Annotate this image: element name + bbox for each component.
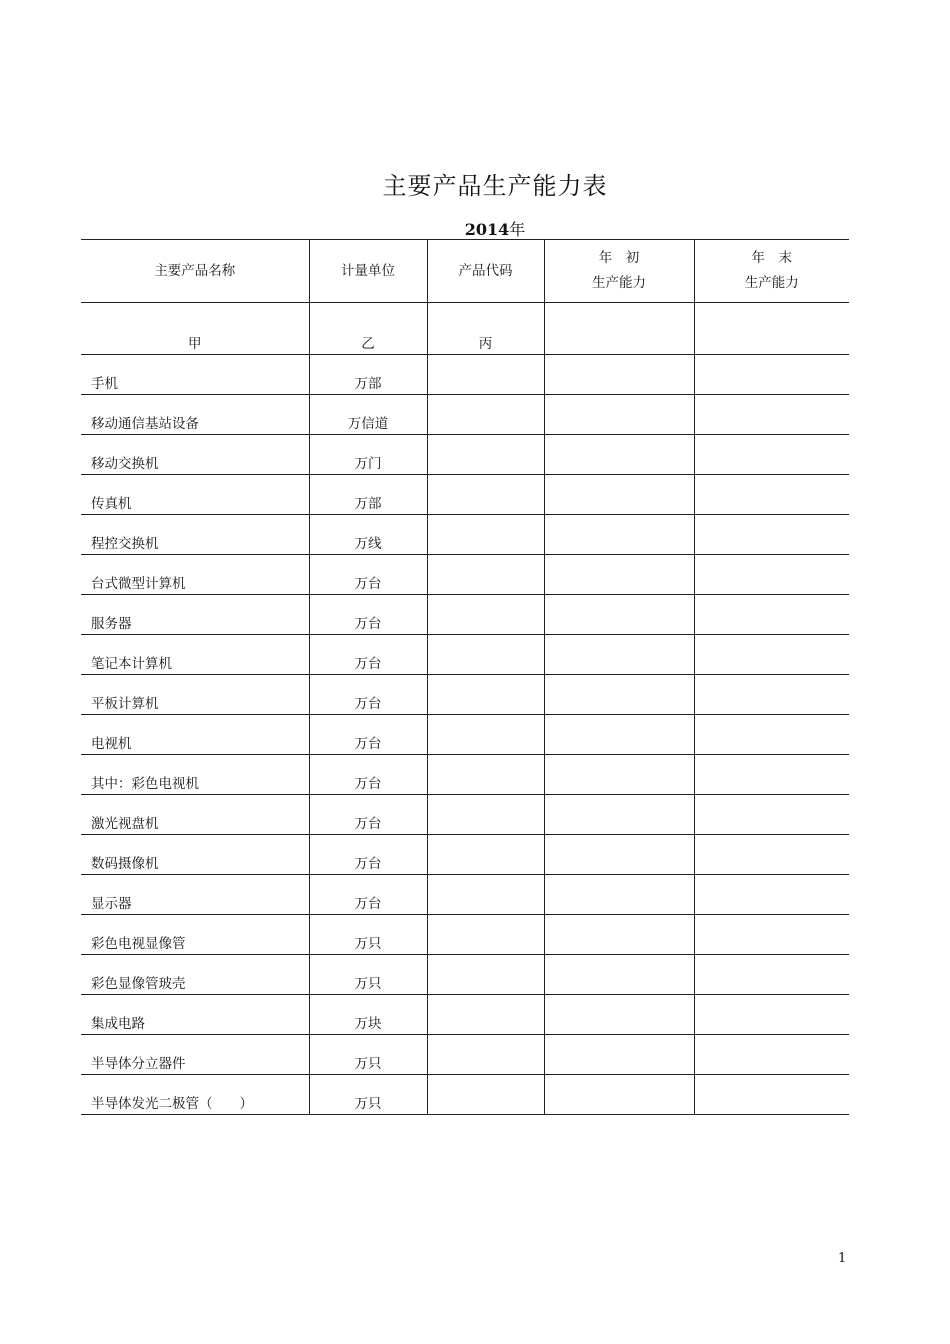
unit-cell: 万部 xyxy=(309,475,427,515)
end-capacity-cell xyxy=(694,755,849,795)
product-code-cell xyxy=(427,995,544,1035)
end-capacity-cell xyxy=(694,955,849,995)
end-capacity-cell xyxy=(694,875,849,915)
unit-cell: 万台 xyxy=(309,795,427,835)
product-code-cell xyxy=(427,555,544,595)
unit-cell: 万台 xyxy=(309,755,427,795)
column-code-row xyxy=(81,303,849,355)
end-capacity-cell xyxy=(694,635,849,675)
table-row xyxy=(81,995,849,1035)
product-code-cell xyxy=(427,475,544,515)
product-code-cell xyxy=(427,395,544,435)
unit-cell: 万块 xyxy=(309,995,427,1035)
product-name-cell: 移动交换机 xyxy=(81,435,309,475)
product-code-cell xyxy=(427,835,544,875)
end-capacity-cell xyxy=(694,835,849,875)
start-capacity-cell xyxy=(544,595,694,635)
start-capacity-cell xyxy=(544,395,694,435)
header-product-code: 产品代码 xyxy=(427,240,544,303)
code-cell-start xyxy=(544,303,694,355)
start-capacity-cell xyxy=(544,475,694,515)
unit-cell: 万门 xyxy=(309,435,427,475)
table-row xyxy=(81,795,849,835)
table-row xyxy=(81,635,849,675)
end-capacity-cell xyxy=(694,395,849,435)
header-start-capacity xyxy=(544,240,694,303)
unit-cell: 万台 xyxy=(309,675,427,715)
product-name-cell: 移动通信基站设备 xyxy=(81,395,309,435)
table-row xyxy=(81,955,849,995)
start-capacity-cell xyxy=(544,515,694,555)
product-name-cell: 电视机 xyxy=(81,715,309,755)
unit-cell: 万台 xyxy=(309,595,427,635)
unit-cell: 万只 xyxy=(309,1035,427,1075)
table-row xyxy=(81,595,849,635)
start-capacity-cell xyxy=(544,675,694,715)
code-cell-code: 丙 xyxy=(427,303,544,355)
header-unit: 计量单位 xyxy=(309,240,427,303)
product-name-cell: 半导体发光二极管（ ） xyxy=(81,1075,309,1115)
header-end-capacity xyxy=(694,240,849,303)
end-capacity-cell xyxy=(694,1075,849,1115)
unit-cell: 万部 xyxy=(309,355,427,395)
year-suffix: 年 xyxy=(509,220,526,239)
table-row xyxy=(81,1035,849,1075)
year-number: 2014 xyxy=(464,220,510,239)
start-capacity-cell xyxy=(544,635,694,675)
page-number: 1 xyxy=(838,1251,847,1266)
start-capacity-cell xyxy=(544,875,694,915)
header-end-line2: 生产能力 xyxy=(744,275,799,291)
product-code-cell xyxy=(427,875,544,915)
product-name-cell: 激光视盘机 xyxy=(81,795,309,835)
code-cell-end xyxy=(694,303,849,355)
end-capacity-cell xyxy=(694,475,849,515)
product-code-cell xyxy=(427,355,544,395)
product-code-cell xyxy=(427,515,544,555)
product-name-cell: 其中：彩色电视机 xyxy=(81,755,309,795)
table-row xyxy=(81,475,849,515)
header-product-name: 主要产品名称 xyxy=(81,240,309,303)
start-capacity-cell xyxy=(544,355,694,395)
product-name-cell: 半导体分立器件 xyxy=(81,1035,309,1075)
product-code-cell xyxy=(427,1075,544,1115)
unit-cell: 万台 xyxy=(309,635,427,675)
start-capacity-cell xyxy=(544,755,694,795)
start-capacity-cell xyxy=(544,955,694,995)
start-capacity-cell xyxy=(544,1075,694,1115)
unit-cell: 万台 xyxy=(309,555,427,595)
header-start-line1: 年 初 xyxy=(598,250,640,266)
unit-cell: 万台 xyxy=(309,835,427,875)
unit-cell: 万只 xyxy=(309,915,427,955)
end-capacity-cell xyxy=(694,1035,849,1075)
end-capacity-cell xyxy=(694,355,849,395)
product-name-cell: 彩色显像管玻壳 xyxy=(81,955,309,995)
start-capacity-cell xyxy=(544,795,694,835)
product-code-cell xyxy=(427,635,544,675)
start-capacity-cell xyxy=(544,435,694,475)
end-capacity-cell xyxy=(694,595,849,635)
capacity-table xyxy=(81,239,849,1115)
product-code-cell xyxy=(427,755,544,795)
header-end-line1: 年 末 xyxy=(751,250,792,266)
table-row xyxy=(81,515,849,555)
product-code-cell xyxy=(427,1035,544,1075)
product-name-cell: 手机 xyxy=(81,355,309,395)
start-capacity-cell xyxy=(544,835,694,875)
table-row xyxy=(81,835,849,875)
unit-cell: 万线 xyxy=(309,515,427,555)
product-name-cell: 笔记本计算机 xyxy=(81,635,309,675)
product-name-cell: 数码摄像机 xyxy=(81,835,309,875)
end-capacity-cell xyxy=(694,915,849,955)
table-row xyxy=(81,755,849,795)
product-code-cell xyxy=(427,915,544,955)
end-capacity-cell xyxy=(694,515,849,555)
end-capacity-cell xyxy=(694,675,849,715)
start-capacity-cell xyxy=(544,715,694,755)
unit-cell: 万只 xyxy=(309,1075,427,1115)
start-capacity-cell xyxy=(544,915,694,955)
unit-cell: 万台 xyxy=(309,715,427,755)
unit-cell: 万信道 xyxy=(309,395,427,435)
header-start-line2: 生产能力 xyxy=(592,275,646,291)
table-row xyxy=(81,915,849,955)
code-cell-unit: 乙 xyxy=(309,303,427,355)
header-row xyxy=(81,240,849,303)
product-code-cell xyxy=(427,595,544,635)
code-cell-name: 甲 xyxy=(81,303,309,355)
start-capacity-cell xyxy=(544,995,694,1035)
end-capacity-cell xyxy=(694,715,849,755)
table-row xyxy=(81,555,849,595)
start-capacity-cell xyxy=(544,555,694,595)
end-capacity-cell xyxy=(694,435,849,475)
report-year xyxy=(0,217,950,240)
table-row xyxy=(81,675,849,715)
table-row xyxy=(81,715,849,755)
product-code-cell xyxy=(427,675,544,715)
unit-cell: 万台 xyxy=(309,875,427,915)
start-capacity-cell xyxy=(544,1035,694,1075)
unit-cell: 万只 xyxy=(309,955,427,995)
product-name-cell: 平板计算机 xyxy=(81,675,309,715)
table-row xyxy=(81,875,849,915)
product-code-cell xyxy=(427,715,544,755)
product-name-cell: 显示器 xyxy=(81,875,309,915)
table-row xyxy=(81,1075,849,1115)
table-row xyxy=(81,355,849,395)
end-capacity-cell xyxy=(694,795,849,835)
product-name-cell: 台式微型计算机 xyxy=(81,555,309,595)
end-capacity-cell xyxy=(694,995,849,1035)
product-code-cell xyxy=(427,435,544,475)
table-row xyxy=(81,395,849,435)
product-code-cell xyxy=(427,955,544,995)
product-name-cell: 彩色电视显像管 xyxy=(81,915,309,955)
product-name-cell: 传真机 xyxy=(81,475,309,515)
product-name-cell: 集成电路 xyxy=(81,995,309,1035)
end-capacity-cell xyxy=(694,555,849,595)
product-name-cell: 服务器 xyxy=(81,595,309,635)
product-name-cell: 程控交换机 xyxy=(81,515,309,555)
product-code-cell xyxy=(427,795,544,835)
page-title: 主要产品生产能力表 xyxy=(382,172,608,200)
table-row xyxy=(81,435,849,475)
